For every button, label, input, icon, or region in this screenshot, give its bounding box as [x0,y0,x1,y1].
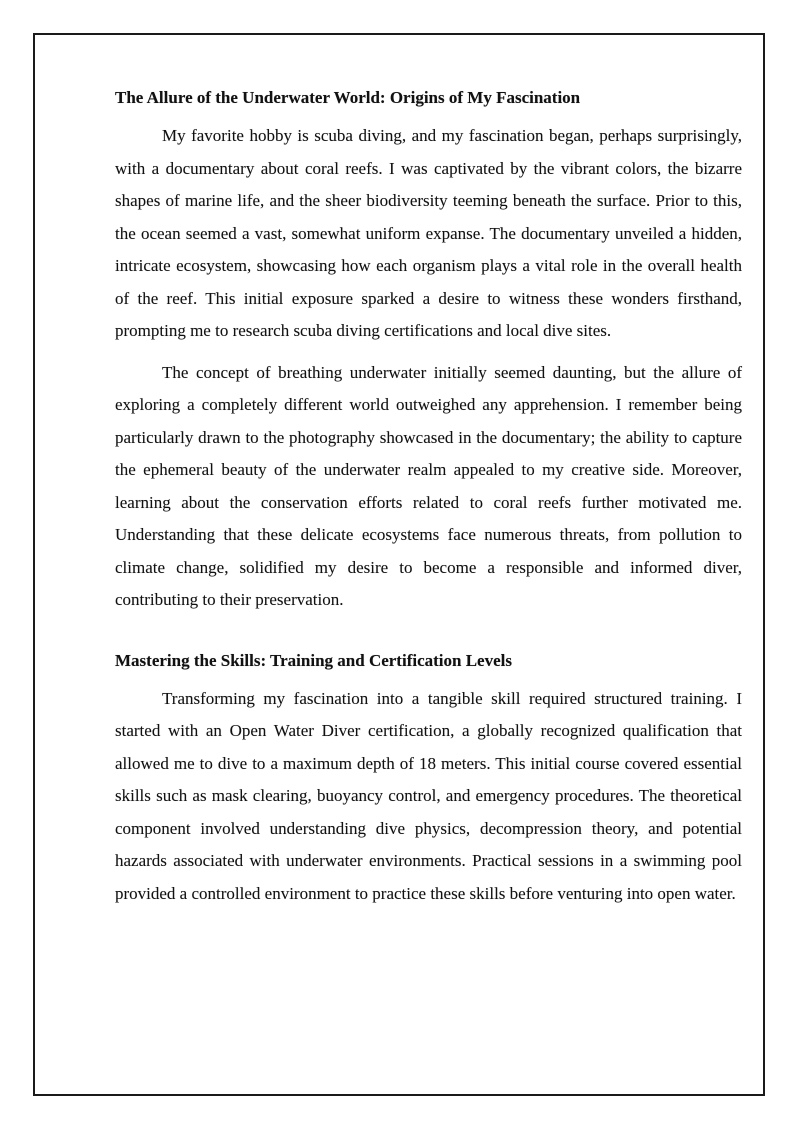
paragraph-training-1: Transforming my fascination into a tangible skill required structured training. I started with an Open Water Diver certification, a globally recognized qualification that allowed me to dive to a maximum depth of 18 meters. This initial course covered essential skills such as mask clearing, buoyancy control, and emergency procedures. The theoretical component involved understanding dive physics, decompression theory, and potential hazards associated with underwater environments. Practical sessions in a swimming pool provided a controlled environment to practice these skills before venturing into open water. [115,688,742,903]
document-body [115,82,742,919]
paragraph-origins-1: My favorite hobby is scuba diving, and my fascination began, perhaps surprisingly, with a documentary about coral reefs. I was captivated by the vibrant colors, the bizarre shapes of marine life, and the sheer biodiversity teeming beneath the surface. Prior to this, the ocean seemed a vast, somewhat uniform expanse. The documentary unveiled a hidden, intricate ecosystem, showcasing how each organism plays a vital role in the overall health of the reef. This initial exposure sparked a desire to witness these wonders firsthand, prompting me to research scuba diving certifications and local dive sites. [115,126,742,340]
section-heading-training: Mastering the Skills: Training and Certification Levels [115,650,512,670]
paragraph-origins-2: The concept of breathing underwater initially seemed daunting, but the allure of exploring a completely different world outweighed any apprehension. I remember being particularly drawn to the photography showcased in the documentary; the ability to capture the ephemeral beauty of the underwater realm appealed to my creative side. Moreover, learning about the conservation efforts related to coral reefs further motivated me. Understanding that these delicate ecosystems face numerous threats, from pollution to climate change, solidified my desire to become a responsible and informed diver, contributing to their preservation. [115,362,742,609]
section-heading-origins: The Allure of the Underwater World: Origins of My Fascination [115,88,581,107]
